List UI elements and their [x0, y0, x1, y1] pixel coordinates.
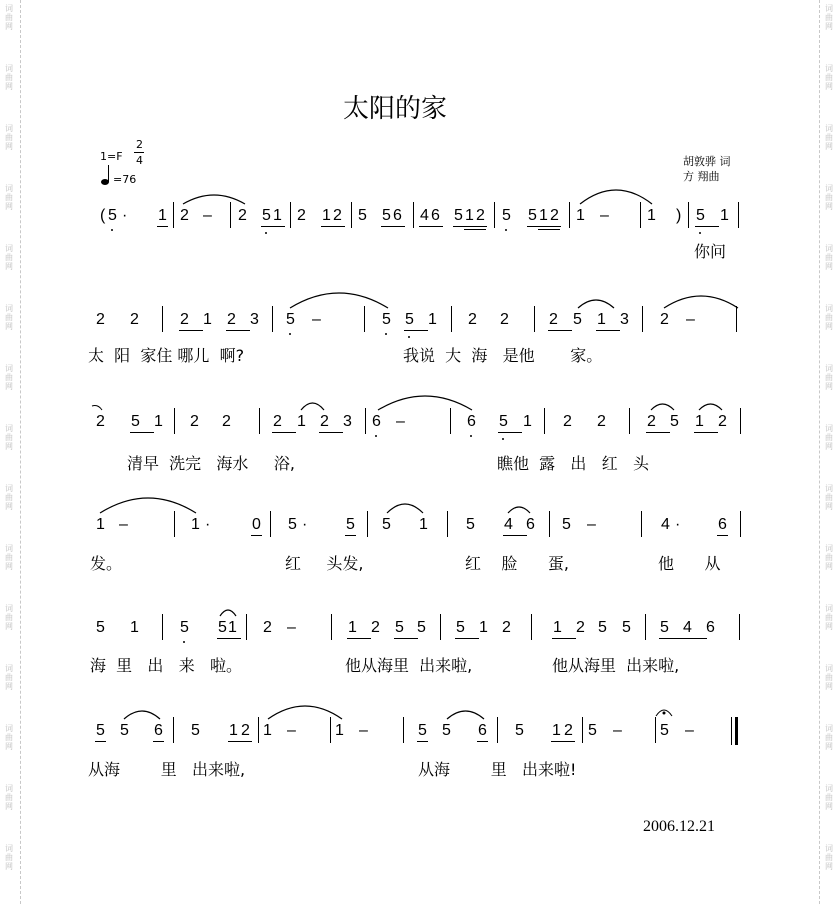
note: 4 — [420, 207, 429, 224]
slur — [290, 293, 388, 308]
note: 5 — [442, 722, 451, 739]
watermark-text: 词 曲 网 — [5, 364, 13, 391]
note: 5 — [417, 619, 426, 636]
beam-underline — [419, 226, 443, 227]
note: 0 — [252, 516, 261, 533]
octave-dot — [385, 333, 387, 335]
barline — [367, 511, 368, 537]
note: 2 — [476, 207, 485, 224]
barline — [330, 717, 331, 743]
barline — [450, 408, 451, 434]
note: 6 — [526, 516, 535, 533]
song-title: 太阳的家 — [342, 94, 447, 124]
barline — [162, 614, 163, 640]
note: · — [122, 207, 128, 224]
beam-underline — [404, 330, 428, 331]
beam-underline — [345, 535, 356, 536]
beam-underline — [552, 638, 576, 639]
note: 4 — [661, 516, 670, 533]
barline — [230, 202, 231, 228]
barline — [174, 408, 175, 434]
beam-underline — [453, 226, 487, 227]
lyric-text: 从海 里 出来啦, — [88, 760, 246, 779]
barline — [258, 717, 259, 743]
barline — [403, 717, 404, 743]
watermark-text: 词 曲 网 — [5, 424, 13, 451]
note: 5 — [622, 619, 631, 636]
beam-underline — [527, 226, 561, 227]
slur — [92, 406, 102, 411]
fermata-dot — [663, 712, 666, 715]
note: 1 — [130, 619, 139, 636]
time-signature-bottom: 4 — [136, 154, 143, 167]
note: 5 — [454, 207, 463, 224]
note: 2 — [222, 413, 231, 430]
note: 2 — [564, 722, 573, 739]
note: 1 — [553, 619, 562, 636]
note: 1 — [158, 207, 167, 224]
watermark-text: 词 曲 网 — [5, 124, 13, 151]
note: 5 — [218, 619, 227, 636]
watermark-text: 词 曲 网 — [5, 484, 13, 511]
beam-underline — [347, 638, 371, 639]
note: 6 — [154, 722, 163, 739]
note: 2 — [502, 619, 511, 636]
note: 1 — [647, 207, 656, 224]
note: 2 — [130, 311, 139, 328]
tempo-marking: =76 — [113, 173, 137, 186]
note: 2 — [320, 413, 329, 430]
beam-underline — [477, 741, 488, 742]
note: 2 — [549, 311, 558, 328]
barline — [629, 408, 630, 434]
lyric-text: 我说 大 海 是他 家。 — [403, 346, 603, 365]
note: 1 — [203, 311, 212, 328]
note: 2 — [263, 619, 272, 636]
watermark-text: 词 曲 网 — [5, 64, 13, 91]
note: – — [312, 311, 321, 328]
slur — [699, 404, 722, 410]
note: – — [287, 722, 296, 739]
beam-underline — [272, 432, 296, 433]
beam-underline — [694, 432, 718, 433]
composer-credit: 方 翔曲 — [683, 170, 720, 183]
note: 5 — [382, 311, 391, 328]
beam-underline — [596, 330, 620, 331]
barline — [351, 202, 352, 228]
beam-underline — [228, 741, 252, 742]
note: 5 — [528, 207, 537, 224]
note: 5 — [456, 619, 465, 636]
note: 2 — [597, 413, 606, 430]
note: 2 — [647, 413, 656, 430]
watermark-text: 词 曲 网 — [5, 544, 13, 571]
note: 5 — [131, 413, 140, 430]
note: 2 — [96, 413, 105, 430]
barline — [497, 717, 498, 743]
note: 1 — [348, 619, 357, 636]
watermark-text: 词 曲 网 — [825, 184, 833, 211]
beam-underline — [659, 638, 707, 639]
time-signature-top: 2 — [136, 138, 143, 151]
barline — [544, 408, 545, 434]
barline — [173, 202, 174, 228]
note: ) — [676, 207, 682, 224]
barline — [582, 717, 583, 743]
beam-underline — [548, 330, 572, 331]
watermark-text: 词 曲 网 — [5, 844, 13, 871]
note: 5 — [562, 516, 571, 533]
watermark-text: 词 曲 网 — [5, 304, 13, 331]
beam-underline — [538, 229, 560, 230]
watermark-text: 词 曲 网 — [5, 604, 13, 631]
watermark-text: 词 曲 网 — [5, 4, 13, 31]
octave-dot — [502, 438, 504, 440]
beam-underline — [179, 330, 203, 331]
note: 2 — [371, 619, 380, 636]
barline — [413, 202, 414, 228]
note: 6 — [372, 413, 381, 430]
barline — [290, 202, 291, 228]
lyric-text: 他 从 — [658, 554, 721, 573]
beam-underline — [646, 432, 670, 433]
beam-underline — [417, 741, 428, 742]
slur — [508, 507, 530, 513]
watermark-text: 词 曲 网 — [825, 124, 833, 151]
note: 6 — [431, 207, 440, 224]
octave-dot — [699, 232, 701, 234]
note: 2 — [576, 619, 585, 636]
note: 3 — [343, 413, 352, 430]
beam-underline — [251, 535, 262, 536]
barline — [688, 202, 689, 228]
note: 5 — [598, 619, 607, 636]
note: 3 — [620, 311, 629, 328]
note: 5 — [660, 619, 669, 636]
note: 1 — [465, 207, 474, 224]
octave-dot — [265, 232, 267, 234]
note: 3 — [250, 311, 259, 328]
slur — [580, 190, 652, 204]
lyric-text: 从海 里 出来啦! — [418, 760, 577, 779]
beam-underline — [394, 638, 418, 639]
beam-underline — [321, 226, 345, 227]
lyric-text: 发。 — [90, 554, 123, 573]
barline — [736, 306, 737, 332]
beam-underline — [717, 535, 728, 536]
final-barline — [735, 717, 738, 745]
barline — [641, 511, 642, 537]
note: – — [359, 722, 368, 739]
barline — [549, 511, 550, 537]
date-stamp: 2006.12.21 — [643, 818, 715, 835]
barline — [162, 306, 163, 332]
note: 1 — [335, 722, 344, 739]
note: 2 — [468, 311, 477, 328]
note: 6 — [393, 207, 402, 224]
barline — [531, 614, 532, 640]
note: 2 — [241, 722, 250, 739]
slur — [447, 711, 484, 719]
lyric-text: 红 脸 蛋, — [465, 554, 569, 573]
note: 1 — [428, 311, 437, 328]
note: 1 — [322, 207, 331, 224]
note: 5 — [418, 722, 427, 739]
note: 5 — [405, 311, 414, 328]
barline — [738, 202, 739, 228]
note: 5 — [382, 207, 391, 224]
note: 2 — [718, 413, 727, 430]
lyric-text: 瞧他 露 出 红 头 — [497, 454, 649, 473]
note: 2 — [227, 311, 236, 328]
beam-underline — [319, 432, 343, 433]
note: – — [396, 413, 405, 430]
barline — [365, 408, 366, 434]
barline — [173, 717, 174, 743]
barline — [494, 202, 495, 228]
note: – — [613, 722, 622, 739]
key-signature: 1=F — [100, 150, 123, 163]
barline — [440, 614, 441, 640]
note: 2 — [333, 207, 342, 224]
slur — [664, 296, 738, 308]
beam-underline — [226, 330, 250, 331]
barline — [655, 717, 656, 743]
note: 2 — [297, 207, 306, 224]
note: 2 — [273, 413, 282, 430]
note: 5 — [286, 311, 295, 328]
beam-underline — [217, 638, 241, 639]
barline — [447, 511, 448, 537]
note: 1 — [229, 722, 238, 739]
slur — [183, 195, 245, 204]
beam-underline — [464, 229, 486, 230]
note: 2 — [550, 207, 559, 224]
barline — [364, 306, 365, 332]
note: · — [205, 516, 211, 533]
note: 6 — [467, 413, 476, 430]
note: 2 — [96, 311, 105, 328]
octave-dot — [505, 229, 507, 231]
beam-underline — [381, 226, 405, 227]
note: – — [685, 722, 694, 739]
barline — [740, 511, 741, 537]
note: 5 — [466, 516, 475, 533]
note: 6 — [718, 516, 727, 533]
watermark-text: 词 曲 网 — [825, 784, 833, 811]
note: 1 — [191, 516, 200, 533]
barline — [174, 511, 175, 537]
note: 5 — [191, 722, 200, 739]
note: 5 — [358, 207, 367, 224]
note: – — [203, 207, 212, 224]
barline — [731, 717, 732, 745]
slur — [578, 300, 614, 308]
note: 4 — [683, 619, 692, 636]
beam-underline — [551, 741, 575, 742]
barline — [642, 306, 643, 332]
note: – — [600, 207, 609, 224]
watermark-text: 词 曲 网 — [825, 64, 833, 91]
barline — [569, 202, 570, 228]
beam-underline — [95, 741, 106, 742]
barline — [270, 511, 271, 537]
watermark-text: 词 曲 网 — [825, 544, 833, 571]
barline — [645, 614, 646, 640]
note: · — [675, 516, 681, 533]
lyric-text: 海 里 出 来 啦。 — [90, 656, 242, 675]
note: 1 — [263, 722, 272, 739]
note: 1 — [539, 207, 548, 224]
watermark-text: 词 曲 网 — [825, 244, 833, 271]
note: 2 — [563, 413, 572, 430]
watermark-text: 词 曲 网 — [825, 484, 833, 511]
note: 1 — [576, 207, 585, 224]
barline — [640, 202, 641, 228]
watermark-text: 词 曲 网 — [825, 304, 833, 331]
watermark-text: 词 曲 网 — [5, 184, 13, 211]
slur — [387, 504, 423, 513]
lyric-text: 他从海里 出来啦, — [345, 656, 473, 675]
note: 2 — [180, 207, 189, 224]
slur — [100, 498, 196, 513]
note: 5 — [670, 413, 679, 430]
note: 1 — [695, 413, 704, 430]
note: 5 — [515, 722, 524, 739]
note: – — [119, 516, 128, 533]
barline — [331, 614, 332, 640]
watermark-text: 词 曲 网 — [5, 664, 13, 691]
watermark-text: 词 曲 网 — [825, 604, 833, 631]
note: 1 — [720, 207, 729, 224]
note: 2 — [660, 311, 669, 328]
watermark-text: 词 曲 网 — [825, 844, 833, 871]
note: – — [686, 311, 695, 328]
note: 5 — [502, 207, 511, 224]
watermark-text: 词 曲 网 — [5, 784, 13, 811]
lyric-text: 你问 — [694, 242, 727, 261]
octave-dot — [408, 336, 410, 338]
note: 2 — [500, 311, 509, 328]
lyric-text: 清早 洗完 海水 浴, — [127, 454, 295, 473]
note: 1 — [228, 619, 237, 636]
slur — [301, 403, 324, 410]
note: 1 — [479, 619, 488, 636]
watermark-text: 词 曲 网 — [825, 724, 833, 751]
octave-dot — [111, 229, 113, 231]
slur — [378, 396, 472, 410]
barline — [534, 306, 535, 332]
note: 6 — [478, 722, 487, 739]
barline — [740, 408, 741, 434]
note: 5 — [108, 207, 117, 224]
beam-underline — [153, 741, 164, 742]
octave-dot — [289, 333, 291, 335]
beam-underline — [455, 638, 479, 639]
note: 5 — [288, 516, 297, 533]
watermark-text: 词 曲 网 — [825, 664, 833, 691]
note: 1 — [552, 722, 561, 739]
note: 5 — [696, 207, 705, 224]
slur — [651, 404, 674, 410]
watermark-text: 词 曲 网 — [825, 4, 833, 31]
lyric-text: 他从海里 出来啦, — [552, 656, 680, 675]
note: 5 — [346, 516, 355, 533]
note: 2 — [180, 311, 189, 328]
slur — [124, 711, 160, 719]
watermark-text: 词 曲 网 — [5, 724, 13, 751]
octave-dot — [183, 641, 185, 643]
octave-dot — [470, 435, 472, 437]
note: 1 — [523, 413, 532, 430]
note: 2 — [190, 413, 199, 430]
note: 2 — [238, 207, 247, 224]
note: 1 — [154, 413, 163, 430]
slur — [220, 610, 236, 616]
note: 1 — [297, 413, 306, 430]
barline — [451, 306, 452, 332]
beam-underline — [261, 226, 285, 227]
lyric-text: 太 阳 家住 哪儿 啊? — [88, 346, 245, 365]
beam-underline — [503, 535, 527, 536]
beam-underline — [130, 432, 154, 433]
watermark-text: 词 曲 网 — [5, 244, 13, 271]
note: 5 — [120, 722, 129, 739]
note: 5 — [262, 207, 271, 224]
note: – — [287, 619, 296, 636]
note: 5 — [96, 619, 105, 636]
watermark-text: 词 曲 网 — [825, 364, 833, 391]
note: – — [587, 516, 596, 533]
barline — [259, 408, 260, 434]
lyricist-credit: 胡敦骅 词 — [683, 155, 731, 168]
octave-dot — [375, 435, 377, 437]
note: ( — [100, 207, 106, 224]
barline — [272, 306, 273, 332]
note: 5 — [573, 311, 582, 328]
barline — [739, 614, 740, 640]
lyric-text: 红 头发, — [285, 554, 364, 573]
beam-underline — [498, 432, 522, 433]
note: · — [302, 516, 308, 533]
note: 5 — [499, 413, 508, 430]
note: 1 — [273, 207, 282, 224]
watermark-text: 词 曲 网 — [825, 424, 833, 451]
note: 5 — [395, 619, 404, 636]
note: 1 — [96, 516, 105, 533]
note: 1 — [597, 311, 606, 328]
barline — [246, 614, 247, 640]
note: 5 — [96, 722, 105, 739]
beam-underline — [157, 226, 168, 227]
note: 5 — [588, 722, 597, 739]
note: 1 — [419, 516, 428, 533]
note: 6 — [706, 619, 715, 636]
beam-underline — [695, 226, 719, 227]
note: 5 — [382, 516, 391, 533]
note: 5 — [660, 722, 669, 739]
note: 5 — [180, 619, 189, 636]
note: 4 — [504, 516, 513, 533]
